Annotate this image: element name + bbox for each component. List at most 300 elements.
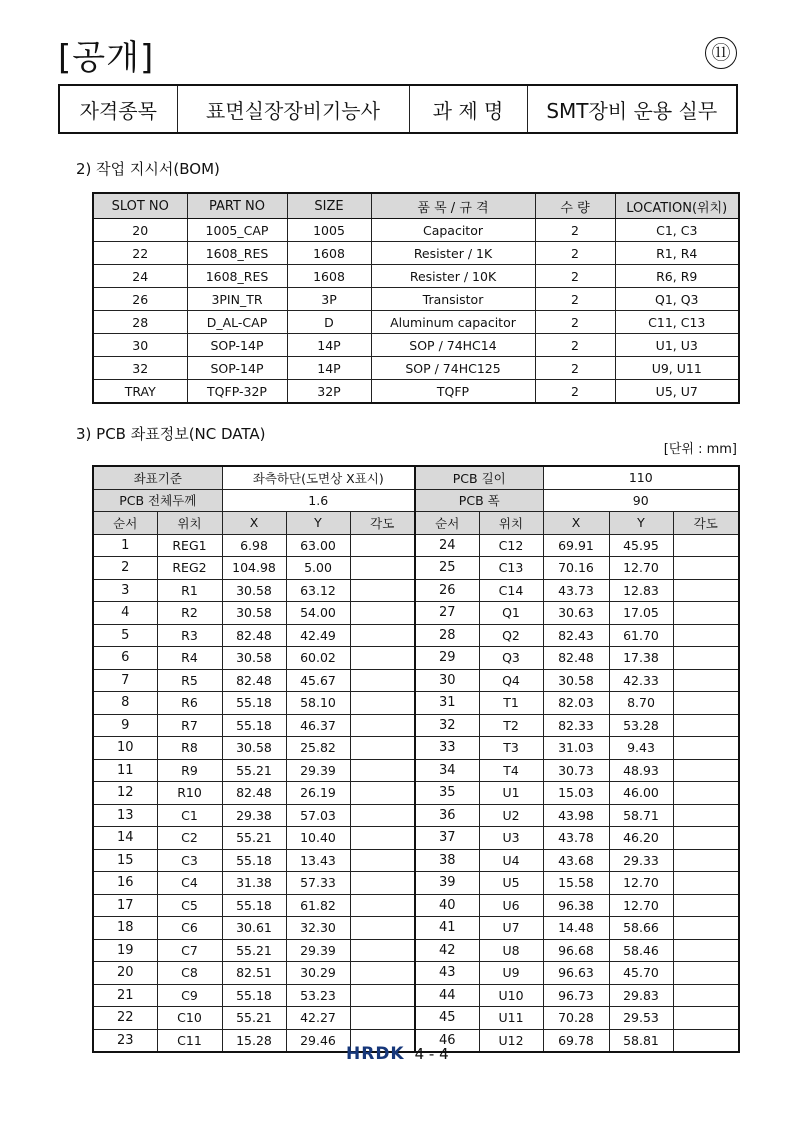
- pcb-cell-order: 34: [415, 759, 479, 782]
- pcb-cell-y: 53.23: [286, 984, 350, 1007]
- pcb-cell-y: 12.83: [609, 579, 673, 602]
- pcb-cell-position: U12: [479, 1029, 543, 1052]
- pcb-cell-position: T4: [479, 759, 543, 782]
- pcb-cell-order: 14: [93, 827, 157, 850]
- exam-info-table: [58, 84, 738, 134]
- pcb-cell-x: 30.58: [543, 669, 609, 692]
- table-row: [93, 939, 739, 962]
- pcb-cell-position: C3: [157, 849, 222, 872]
- table-row: [93, 334, 739, 357]
- pcb-cell-position: R7: [157, 714, 222, 737]
- pcb-cell-x: 29.38: [222, 804, 286, 827]
- pcb-cell-x: 43.73: [543, 579, 609, 602]
- pcb-cell-x: 31.03: [543, 737, 609, 760]
- pcb-cell-angle: [350, 602, 415, 625]
- bom-header-quantity: 수 량: [535, 193, 615, 219]
- task-label: 과 제 명: [409, 85, 527, 133]
- bom-header-item-spec: 품 목 / 규 격: [371, 193, 535, 219]
- pcb-cell-order: 23: [93, 1029, 157, 1052]
- coord-reference-value: 좌측하단(도면상 X표시): [222, 466, 415, 489]
- pcb-cell-x: 43.98: [543, 804, 609, 827]
- bom-cell-slot-no: 28: [93, 311, 187, 334]
- pcb-cell-order: 46: [415, 1029, 479, 1052]
- pcb-cell-y: 29.46: [286, 1029, 350, 1052]
- pcb-cell-x: 30.58: [222, 579, 286, 602]
- pcb-cell-angle: [673, 579, 739, 602]
- pcb-cell-x: 82.03: [543, 692, 609, 715]
- pcb-cell-order: 41: [415, 917, 479, 940]
- bom-cell-size: D: [287, 311, 371, 334]
- bom-header-size: SIZE: [287, 193, 371, 219]
- pcb-cell-angle: [350, 692, 415, 715]
- pcb-cell-x: 69.91: [543, 534, 609, 557]
- pcb-cell-y: 45.67: [286, 669, 350, 692]
- pcb-cell-angle: [673, 984, 739, 1007]
- bom-cell-location: U5, U7: [615, 380, 739, 404]
- pcb-cell-x: 6.98: [222, 534, 286, 557]
- pcb-cell-order: 30: [415, 669, 479, 692]
- pcb-cell-position: U4: [479, 849, 543, 872]
- pcb-cell-position: R1: [157, 579, 222, 602]
- bom-cell-slot-no: 22: [93, 242, 187, 265]
- pcb-cell-angle: [350, 624, 415, 647]
- pcb-cell-position: R3: [157, 624, 222, 647]
- pcb-cell-position: REG1: [157, 534, 222, 557]
- pcb-cell-order: 12: [93, 782, 157, 805]
- coord-reference-label: 좌표기준: [93, 466, 222, 489]
- pcb-cell-order: 10: [93, 737, 157, 760]
- pcb-cell-x: 55.21: [222, 827, 286, 850]
- pcb-cell-angle: [673, 962, 739, 985]
- pcb-cell-position: U8: [479, 939, 543, 962]
- pcb-cell-y: 32.30: [286, 917, 350, 940]
- table-row: [93, 311, 739, 334]
- pcb-cell-angle: [350, 962, 415, 985]
- pcb-cell-y: 48.93: [609, 759, 673, 782]
- pcb-cell-order: 43: [415, 962, 479, 985]
- pcb-cell-angle: [673, 894, 739, 917]
- pcb-cell-order: 26: [415, 579, 479, 602]
- pcb-cell-y: 17.05: [609, 602, 673, 625]
- pcb-cell-order: 19: [93, 939, 157, 962]
- pcb-cell-position: C12: [479, 534, 543, 557]
- pcb-cell-x: 55.18: [222, 692, 286, 715]
- bom-cell-slot-no: 26: [93, 288, 187, 311]
- pcb-thickness-label: PCB 전체두께: [93, 489, 222, 512]
- pcb-cell-angle: [350, 984, 415, 1007]
- pcb-header-x: X: [543, 512, 609, 535]
- pcb-cell-position: C11: [157, 1029, 222, 1052]
- pcb-cell-y: 45.95: [609, 534, 673, 557]
- pcb-cell-y: 17.38: [609, 647, 673, 670]
- pcb-cell-angle: [673, 647, 739, 670]
- pcb-cell-y: 29.53: [609, 1007, 673, 1030]
- unit-label: [단위 : mm]: [663, 442, 737, 457]
- pcb-cell-position: U6: [479, 894, 543, 917]
- pcb-cell-position: U3: [479, 827, 543, 850]
- pcb-cell-position: Q1: [479, 602, 543, 625]
- pcb-cell-position: U1: [479, 782, 543, 805]
- bom-cell-item-spec: Aluminum capacitor: [371, 311, 535, 334]
- pcb-cell-x: 70.28: [543, 1007, 609, 1030]
- pcb-header-y: Y: [609, 512, 673, 535]
- pcb-cell-order: 39: [415, 872, 479, 895]
- pcb-cell-position: R4: [157, 647, 222, 670]
- pcb-cell-order: 21: [93, 984, 157, 1007]
- pcb-cell-x: 30.58: [222, 647, 286, 670]
- pcb-cell-angle: [673, 602, 739, 625]
- pcb-cell-angle: [673, 624, 739, 647]
- pcb-cell-x: 15.28: [222, 1029, 286, 1052]
- pcb-cell-position: U5: [479, 872, 543, 895]
- bom-cell-item-spec: Capacitor: [371, 219, 535, 242]
- table-row: [93, 647, 739, 670]
- pcb-cell-order: 17: [93, 894, 157, 917]
- pcb-cell-angle: [350, 827, 415, 850]
- bom-cell-size: 3P: [287, 288, 371, 311]
- pcb-cell-x: 30.73: [543, 759, 609, 782]
- bom-cell-quantity: 2: [535, 265, 615, 288]
- bom-cell-item-spec: SOP / 74HC125: [371, 357, 535, 380]
- task-value: SMT장비 운용 실무: [527, 85, 737, 133]
- pcb-cell-x: 30.58: [222, 602, 286, 625]
- pcb-header-position: 위치: [157, 512, 222, 535]
- table-row: [93, 288, 739, 311]
- table-row: [93, 917, 739, 940]
- pcb-cell-position: REG2: [157, 557, 222, 580]
- pcb-cell-angle: [673, 714, 739, 737]
- pcb-meta-row: [93, 466, 739, 489]
- pcb-cell-position: U2: [479, 804, 543, 827]
- pcb-cell-order: 8: [93, 692, 157, 715]
- pcb-cell-x: 55.21: [222, 759, 286, 782]
- bom-table: [92, 192, 740, 404]
- pcb-cell-x: 55.18: [222, 849, 286, 872]
- table-row: [93, 759, 739, 782]
- table-row: [93, 219, 739, 242]
- pcb-cell-y: 30.29: [286, 962, 350, 985]
- pcb-cell-angle: [350, 872, 415, 895]
- pcb-cell-y: 63.12: [286, 579, 350, 602]
- pcb-cell-angle: [673, 782, 739, 805]
- pcb-cell-position: C10: [157, 1007, 222, 1030]
- pcb-cell-angle: [350, 1007, 415, 1030]
- pcb-header-angle: 각도: [673, 512, 739, 535]
- pcb-cell-order: 20: [93, 962, 157, 985]
- pcb-header-order: 순서: [93, 512, 157, 535]
- pcb-cell-order: 32: [415, 714, 479, 737]
- bom-cell-slot-no: 20: [93, 219, 187, 242]
- pcb-cell-angle: [350, 917, 415, 940]
- pcb-cell-order: 27: [415, 602, 479, 625]
- qualification-value: 표면실장장비기능사: [177, 85, 409, 133]
- bom-cell-quantity: 2: [535, 311, 615, 334]
- bom-table-body: [93, 193, 739, 403]
- pcb-cell-position: C2: [157, 827, 222, 850]
- bom-cell-item-spec: Resister / 1K: [371, 242, 535, 265]
- pcb-cell-order: 31: [415, 692, 479, 715]
- pcb-cell-order: 29: [415, 647, 479, 670]
- pcb-cell-angle: [350, 534, 415, 557]
- pcb-cell-order: 6: [93, 647, 157, 670]
- pcb-cell-angle: [673, 692, 739, 715]
- table-row: [93, 804, 739, 827]
- table-row: [93, 242, 739, 265]
- pcb-cell-order: 42: [415, 939, 479, 962]
- bom-cell-item-spec: TQFP: [371, 380, 535, 404]
- bom-cell-quantity: 2: [535, 380, 615, 404]
- exam-info-row: [59, 85, 737, 133]
- pcb-cell-position: R9: [157, 759, 222, 782]
- pcb-cell-angle: [673, 1007, 739, 1030]
- pcb-header-order: 순서: [415, 512, 479, 535]
- pcb-cell-x: 15.03: [543, 782, 609, 805]
- page-footer: [346, 1044, 449, 1064]
- pcb-cell-y: 26.19: [286, 782, 350, 805]
- pcb-cell-angle: [350, 759, 415, 782]
- pcb-cell-x: 55.18: [222, 894, 286, 917]
- pcb-cell-y: 61.82: [286, 894, 350, 917]
- pcb-cell-y: 42.49: [286, 624, 350, 647]
- pcb-cell-y: 53.28: [609, 714, 673, 737]
- pcb-width-label: PCB 폭: [415, 489, 543, 512]
- pcb-cell-order: 3: [93, 579, 157, 602]
- pcb-cell-x: 14.48: [543, 917, 609, 940]
- footer-page-number: 4 - 4: [414, 1045, 449, 1063]
- pcb-cell-x: 82.48: [222, 624, 286, 647]
- pcb-cell-x: 96.73: [543, 984, 609, 1007]
- pcb-header-x: X: [222, 512, 286, 535]
- pcb-coordinate-table: [92, 465, 740, 1053]
- pcb-cell-x: 31.38: [222, 872, 286, 895]
- pcb-cell-angle: [673, 534, 739, 557]
- pcb-cell-position: T3: [479, 737, 543, 760]
- pcb-cell-y: 58.66: [609, 917, 673, 940]
- table-row: [93, 782, 739, 805]
- pcb-cell-position: U9: [479, 962, 543, 985]
- table-row: [93, 265, 739, 288]
- pcb-cell-y: 10.40: [286, 827, 350, 850]
- bom-header-slot-no: SLOT NO: [93, 193, 187, 219]
- pcb-cell-position: T1: [479, 692, 543, 715]
- pcb-cell-x: 15.58: [543, 872, 609, 895]
- pcb-cell-angle: [350, 894, 415, 917]
- pcb-cell-y: 46.20: [609, 827, 673, 850]
- pcb-cell-x: 30.58: [222, 737, 286, 760]
- pcb-cell-angle: [673, 872, 739, 895]
- pcb-meta-row: [93, 489, 739, 512]
- pcb-cell-angle: [350, 669, 415, 692]
- pcb-cell-x: 82.43: [543, 624, 609, 647]
- bom-header-part-no: PART NO: [187, 193, 287, 219]
- pcb-cell-angle: [673, 849, 739, 872]
- pcb-cell-x: 82.48: [222, 782, 286, 805]
- pcb-cell-angle: [673, 669, 739, 692]
- pcb-cell-y: 5.00: [286, 557, 350, 580]
- pcb-cell-y: 8.70: [609, 692, 673, 715]
- pcb-cell-position: C7: [157, 939, 222, 962]
- pcb-cell-order: 22: [93, 1007, 157, 1030]
- pcb-width-value: 90: [543, 489, 739, 512]
- pcb-cell-order: 5: [93, 624, 157, 647]
- pcb-cell-order: 18: [93, 917, 157, 940]
- pcb-length-value: 110: [543, 466, 739, 489]
- pcb-cell-position: R5: [157, 669, 222, 692]
- pcb-cell-angle: [673, 917, 739, 940]
- pcb-cell-x: 43.78: [543, 827, 609, 850]
- page-title: [공개]: [58, 38, 155, 78]
- table-row: [93, 624, 739, 647]
- pcb-cell-order: 2: [93, 557, 157, 580]
- pcb-cell-y: 57.33: [286, 872, 350, 895]
- bom-section-title: 2) 작업 지시서(BOM): [76, 160, 220, 178]
- pcb-cell-order: 45: [415, 1007, 479, 1030]
- pcb-cell-angle: [350, 714, 415, 737]
- pcb-cell-order: 37: [415, 827, 479, 850]
- bom-cell-location: U1, U3: [615, 334, 739, 357]
- bom-cell-part-no: TQFP-32P: [187, 380, 287, 404]
- pcb-cell-position: C5: [157, 894, 222, 917]
- pcb-cell-x: 55.21: [222, 1007, 286, 1030]
- bom-cell-part-no: D_AL-CAP: [187, 311, 287, 334]
- pcb-length-label: PCB 길이: [415, 466, 543, 489]
- bom-cell-quantity: 2: [535, 357, 615, 380]
- bom-cell-location: C11, C13: [615, 311, 739, 334]
- pcb-cell-order: 38: [415, 849, 479, 872]
- pcb-cell-y: 12.70: [609, 872, 673, 895]
- pcb-cell-angle: [673, 759, 739, 782]
- pcb-cell-order: 16: [93, 872, 157, 895]
- bom-cell-slot-no: 24: [93, 265, 187, 288]
- pcb-cell-y: 42.27: [286, 1007, 350, 1030]
- bom-cell-quantity: 2: [535, 242, 615, 265]
- pcb-cell-x: 55.18: [222, 984, 286, 1007]
- pcb-cell-order: 4: [93, 602, 157, 625]
- pcb-cell-y: 57.03: [286, 804, 350, 827]
- bom-header-row: [93, 193, 739, 219]
- pcb-cell-angle: [673, 1029, 739, 1052]
- pcb-header-angle: 각도: [350, 512, 415, 535]
- pcb-cell-order: 11: [93, 759, 157, 782]
- pcb-cell-angle: [350, 804, 415, 827]
- pcb-cell-x: 55.21: [222, 939, 286, 962]
- hrdk-logo: HRDK: [346, 1044, 405, 1064]
- pcb-header-position: 위치: [479, 512, 543, 535]
- pcb-cell-order: 33: [415, 737, 479, 760]
- pcb-column-header-row: [93, 512, 739, 535]
- pcb-cell-position: T2: [479, 714, 543, 737]
- pcb-cell-angle: [350, 737, 415, 760]
- table-row: [93, 557, 739, 580]
- pcb-cell-y: 12.70: [609, 894, 673, 917]
- bom-cell-part-no: 1005_CAP: [187, 219, 287, 242]
- pcb-cell-y: 45.70: [609, 962, 673, 985]
- table-row: [93, 357, 739, 380]
- pcb-cell-y: 29.39: [286, 939, 350, 962]
- pcb-cell-order: 40: [415, 894, 479, 917]
- pcb-cell-y: 58.10: [286, 692, 350, 715]
- pcb-cell-y: 29.83: [609, 984, 673, 1007]
- pcb-cell-order: 9: [93, 714, 157, 737]
- bom-cell-size: 32P: [287, 380, 371, 404]
- pcb-cell-angle: [673, 939, 739, 962]
- pcb-cell-angle: [350, 647, 415, 670]
- bom-header-location: LOCATION(위치): [615, 193, 739, 219]
- bom-cell-location: R1, R4: [615, 242, 739, 265]
- bom-cell-part-no: SOP-14P: [187, 334, 287, 357]
- pcb-cell-x: 104.98: [222, 557, 286, 580]
- qualification-label: 자격종목: [59, 85, 177, 133]
- pcb-thickness-value: 1.6: [222, 489, 415, 512]
- pcb-cell-angle: [673, 827, 739, 850]
- bom-cell-location: C1, C3: [615, 219, 739, 242]
- pcb-cell-y: 25.82: [286, 737, 350, 760]
- pcb-cell-y: 29.33: [609, 849, 673, 872]
- bom-cell-location: U9, U11: [615, 357, 739, 380]
- page-number-mark: ⑪: [705, 37, 737, 69]
- pcb-cell-order: 13: [93, 804, 157, 827]
- pcb-cell-position: R6: [157, 692, 222, 715]
- bom-cell-slot-no: TRAY: [93, 380, 187, 404]
- table-row: [93, 579, 739, 602]
- pcb-cell-order: 36: [415, 804, 479, 827]
- bom-cell-quantity: 2: [535, 219, 615, 242]
- bom-cell-size: 14P: [287, 334, 371, 357]
- table-row: [93, 984, 739, 1007]
- bom-cell-location: R6, R9: [615, 265, 739, 288]
- bom-cell-slot-no: 32: [93, 357, 187, 380]
- pcb-cell-y: 46.00: [609, 782, 673, 805]
- table-row: [93, 380, 739, 404]
- pcb-cell-x: 82.48: [543, 647, 609, 670]
- table-row: [93, 827, 739, 850]
- pcb-cell-angle: [350, 579, 415, 602]
- bom-cell-quantity: 2: [535, 334, 615, 357]
- table-row: [93, 737, 739, 760]
- pcb-cell-position: U7: [479, 917, 543, 940]
- pcb-cell-y: 58.46: [609, 939, 673, 962]
- pcb-cell-x: 82.51: [222, 962, 286, 985]
- table-row: [93, 534, 739, 557]
- pcb-cell-position: U11: [479, 1007, 543, 1030]
- bom-cell-size: 14P: [287, 357, 371, 380]
- pcb-cell-angle: [350, 557, 415, 580]
- bom-cell-quantity: 2: [535, 288, 615, 311]
- pcb-cell-order: 28: [415, 624, 479, 647]
- pcb-cell-y: 61.70: [609, 624, 673, 647]
- pcb-cell-order: 24: [415, 534, 479, 557]
- pcb-cell-position: R2: [157, 602, 222, 625]
- pcb-cell-order: 1: [93, 534, 157, 557]
- pcb-cell-position: C13: [479, 557, 543, 580]
- pcb-cell-position: Q3: [479, 647, 543, 670]
- pcb-cell-position: U10: [479, 984, 543, 1007]
- pcb-cell-y: 63.00: [286, 534, 350, 557]
- bom-cell-part-no: 1608_RES: [187, 265, 287, 288]
- table-row: [93, 669, 739, 692]
- pcb-cell-position: C14: [479, 579, 543, 602]
- pcb-cell-x: 55.18: [222, 714, 286, 737]
- table-row: [93, 714, 739, 737]
- pcb-cell-position: C4: [157, 872, 222, 895]
- pcb-cell-angle: [350, 782, 415, 805]
- pcb-cell-y: 29.39: [286, 759, 350, 782]
- pcb-cell-position: C1: [157, 804, 222, 827]
- pcb-cell-position: Q4: [479, 669, 543, 692]
- pcb-cell-y: 58.71: [609, 804, 673, 827]
- bom-cell-location: Q1, Q3: [615, 288, 739, 311]
- bom-cell-item-spec: Transistor: [371, 288, 535, 311]
